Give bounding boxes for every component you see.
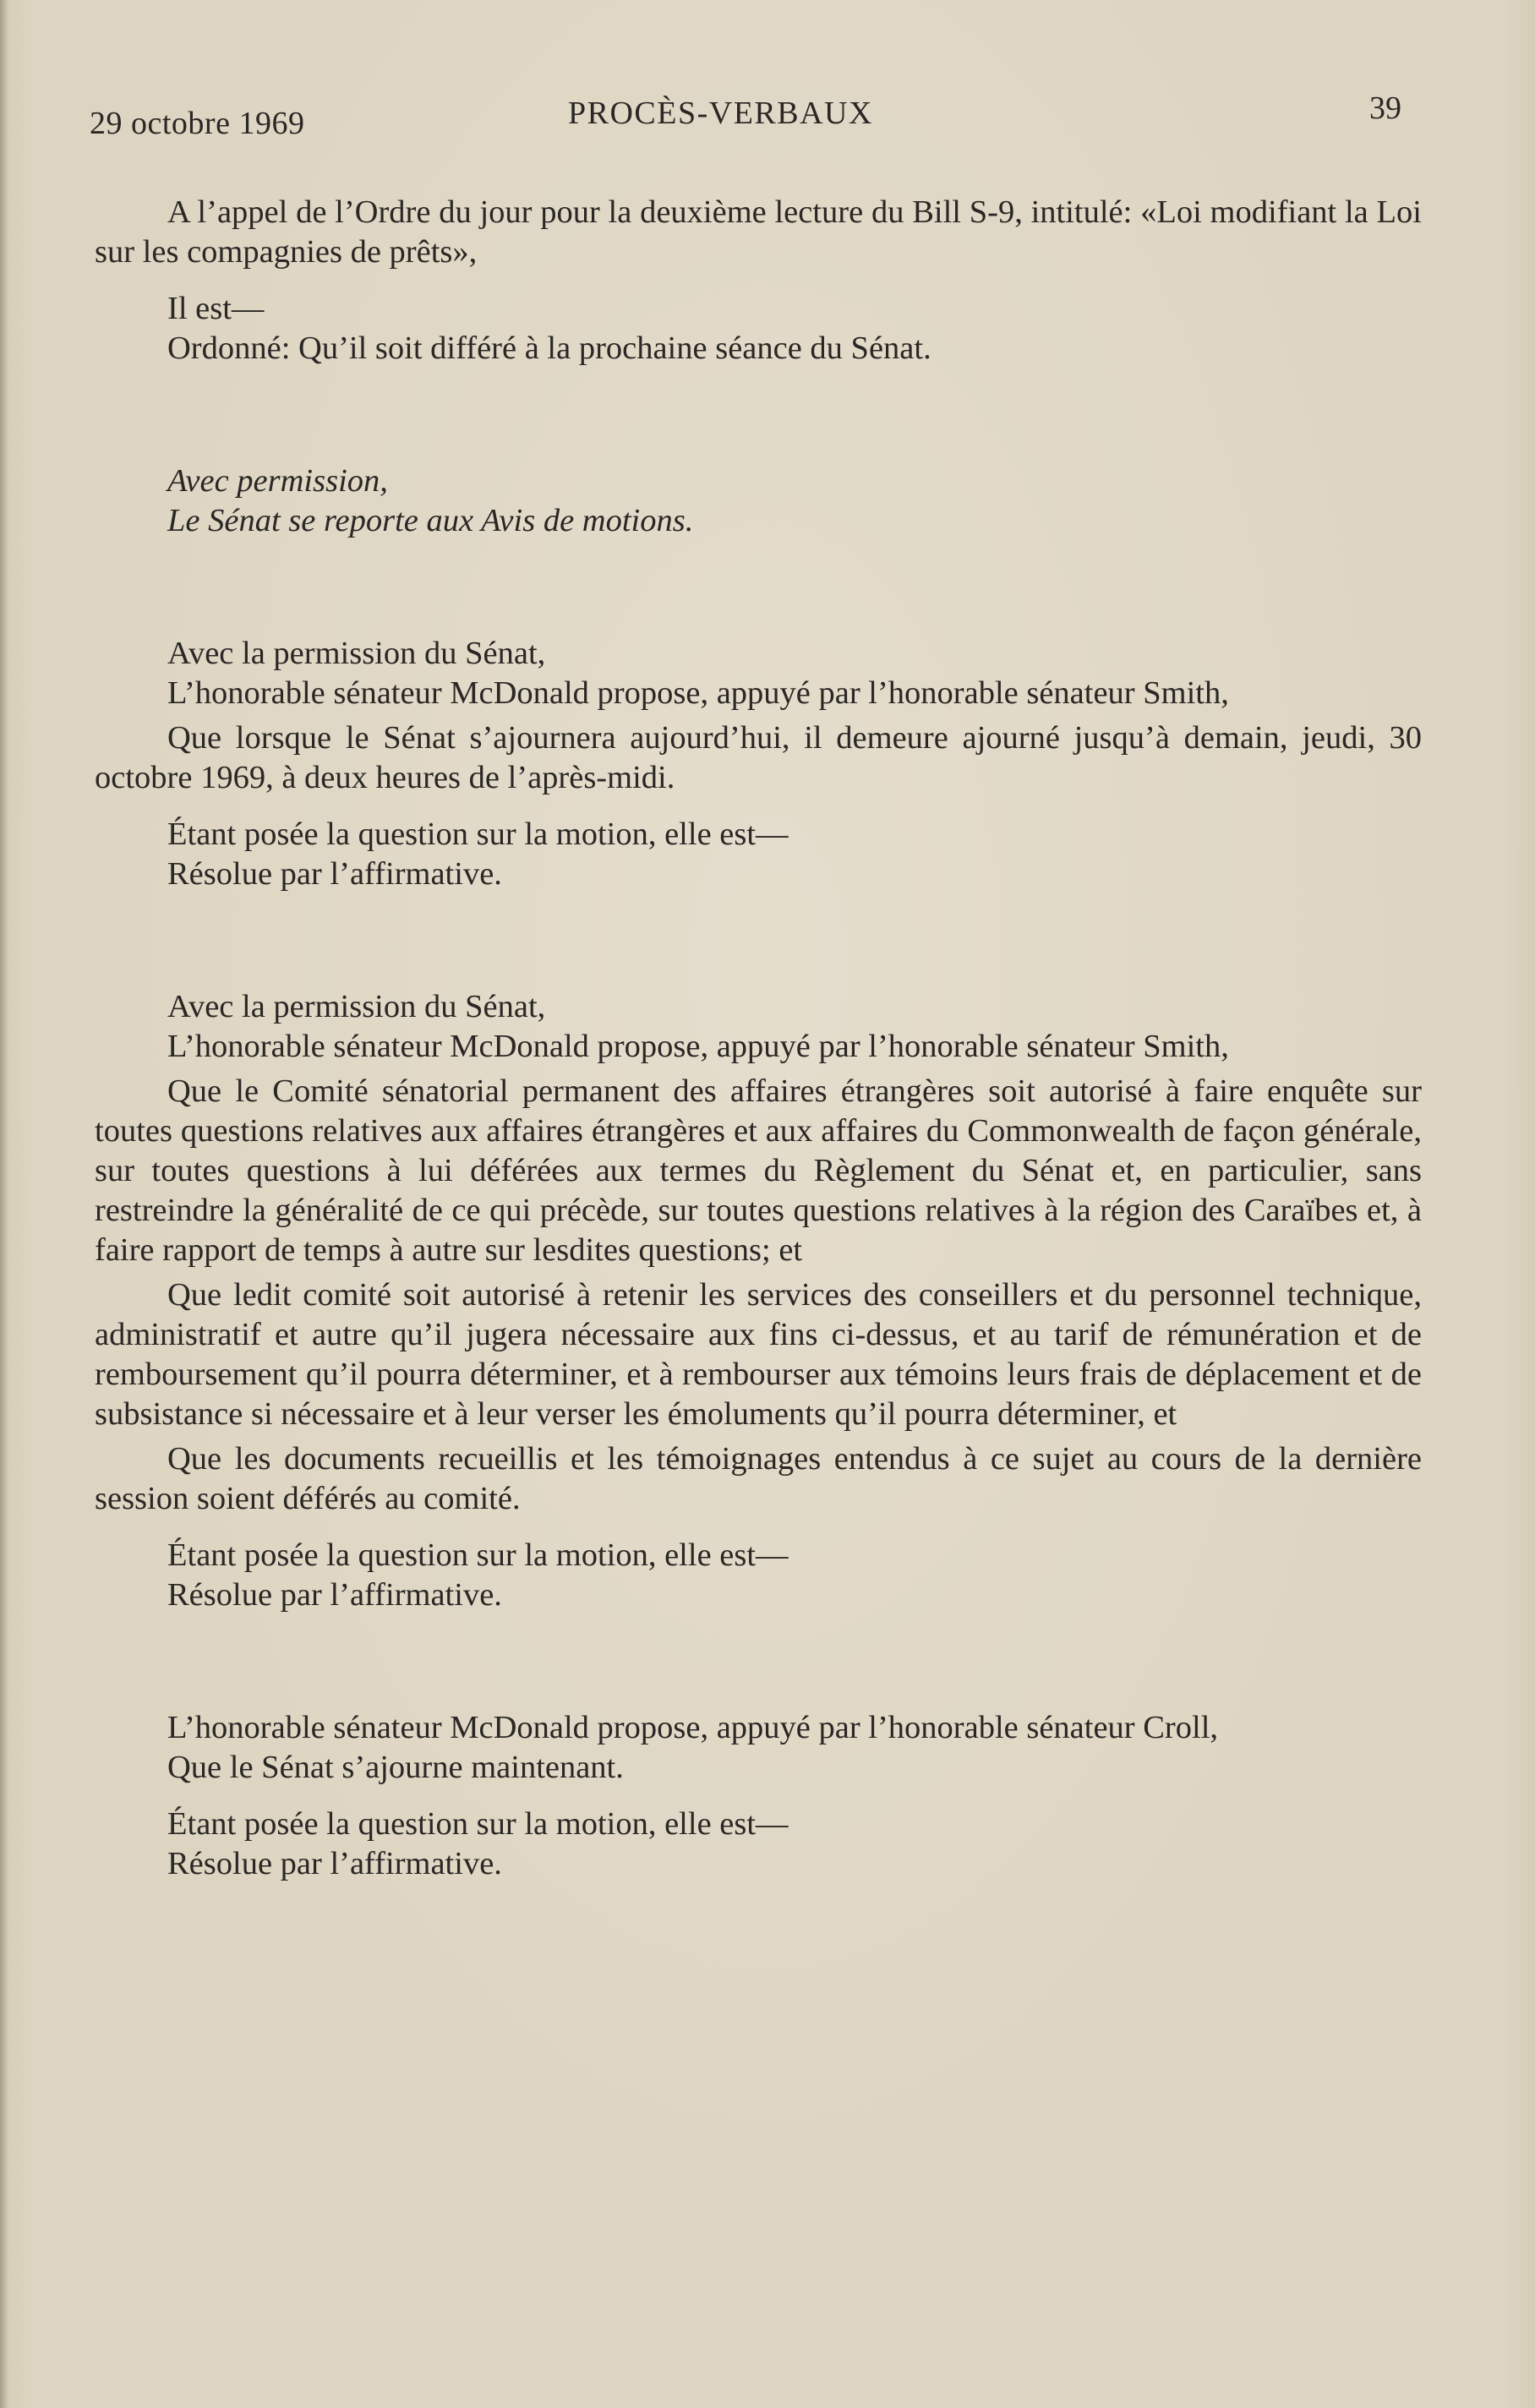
question-line: Étant posée la question sur la motion, elle est—: [167, 1537, 789, 1573]
avis-motions-line: Le Sénat se reporte aux Avis de motions.: [167, 503, 694, 538]
result-line: Résolue par l’affirmative.: [167, 856, 502, 892]
il-est-line: Il est—: [167, 291, 265, 326]
motion-line: L’honorable sénateur McDonald propose, appuyé par l’honorable sénateur Smith,: [167, 675, 1229, 711]
header-date: 29 octobre 1969: [90, 106, 305, 141]
header-title: PROCÈS-VERBAUX: [568, 96, 873, 131]
binding-edge-shadow: [0, 0, 8, 2408]
motion-line: L’honorable sénateur McDonald propose, appuyé par l’honorable sénateur Croll,: [167, 1710, 1219, 1745]
services-paragraph: Que ledit comité soit autorisé à retenir les services des conseillers et du personnel technique, administratif et autre qu’il jugera nécessaire aux fins ci-dessus, et au tarif de rémunération et de remboursement qu’il pourra déterminer, et à rembourser aux témoins leurs frais de déplacement et de subsistance si nécessaire et à leur verser les émoluments qu’il pourra déterminer, et: [95, 1277, 1422, 1432]
adjournment-paragraph: Que lorsque le Sénat s’ajournera aujourd’hui, il demeure ajourné jusqu’à demain, jeudi, 30 octobre 1969, à deux heures de l’après-midi.: [95, 720, 1422, 795]
page-header: [0, 90, 1535, 145]
ordonne-line: Ordonné: Qu’il soit différé à la prochaine séance du Sénat.: [167, 330, 931, 366]
result-line: Résolue par l’affirmative.: [167, 1577, 502, 1613]
avec-permission-line: Avec permission,: [167, 463, 388, 499]
documents-paragraph: Que les documents recueillis et les témoignages entendus à ce sujet au cours de la dernière session soient déférés au comité.: [95, 1441, 1422, 1516]
permission-line: Avec la permission du Sénat,: [167, 636, 546, 671]
bill-s9-paragraph: A l’appel de l’Ordre du jour pour la deuxième lecture du Bill S-9, intitulé: «Loi modifiant la Loi sur les compagnies de prêts»,: [95, 194, 1422, 270]
document-body: [95, 193, 1422, 1884]
question-line: Étant posée la question sur la motion, elle est—: [167, 816, 789, 852]
permission-line: Avec la permission du Sénat,: [167, 989, 546, 1024]
committee-paragraph: Que le Comité sénatorial permanent des affaires étrangères soit autorisé à faire enquête sur toutes questions relatives aux affaires étrangères et aux affaires du Commonwealth de façon générale, sur toutes questions à lui déférées aux termes du Règlement du Sénat et, en particulier, sans restreindre la généralité de ce qui précède, sur toutes questions relatives à la région des Caraïbes et, à faire rapport de temps à autre sur lesdites questions; et: [95, 1073, 1422, 1268]
result-line: Résolue par l’affirmative.: [167, 1846, 502, 1881]
page-number: 39: [1369, 90, 1401, 126]
adjourn-now-line: Que le Sénat s’ajourne maintenant.: [167, 1750, 624, 1785]
question-line: Étant posée la question sur la motion, elle est—: [167, 1806, 789, 1842]
motion-line: L’honorable sénateur McDonald propose, appuyé par l’honorable sénateur Smith,: [167, 1029, 1229, 1064]
